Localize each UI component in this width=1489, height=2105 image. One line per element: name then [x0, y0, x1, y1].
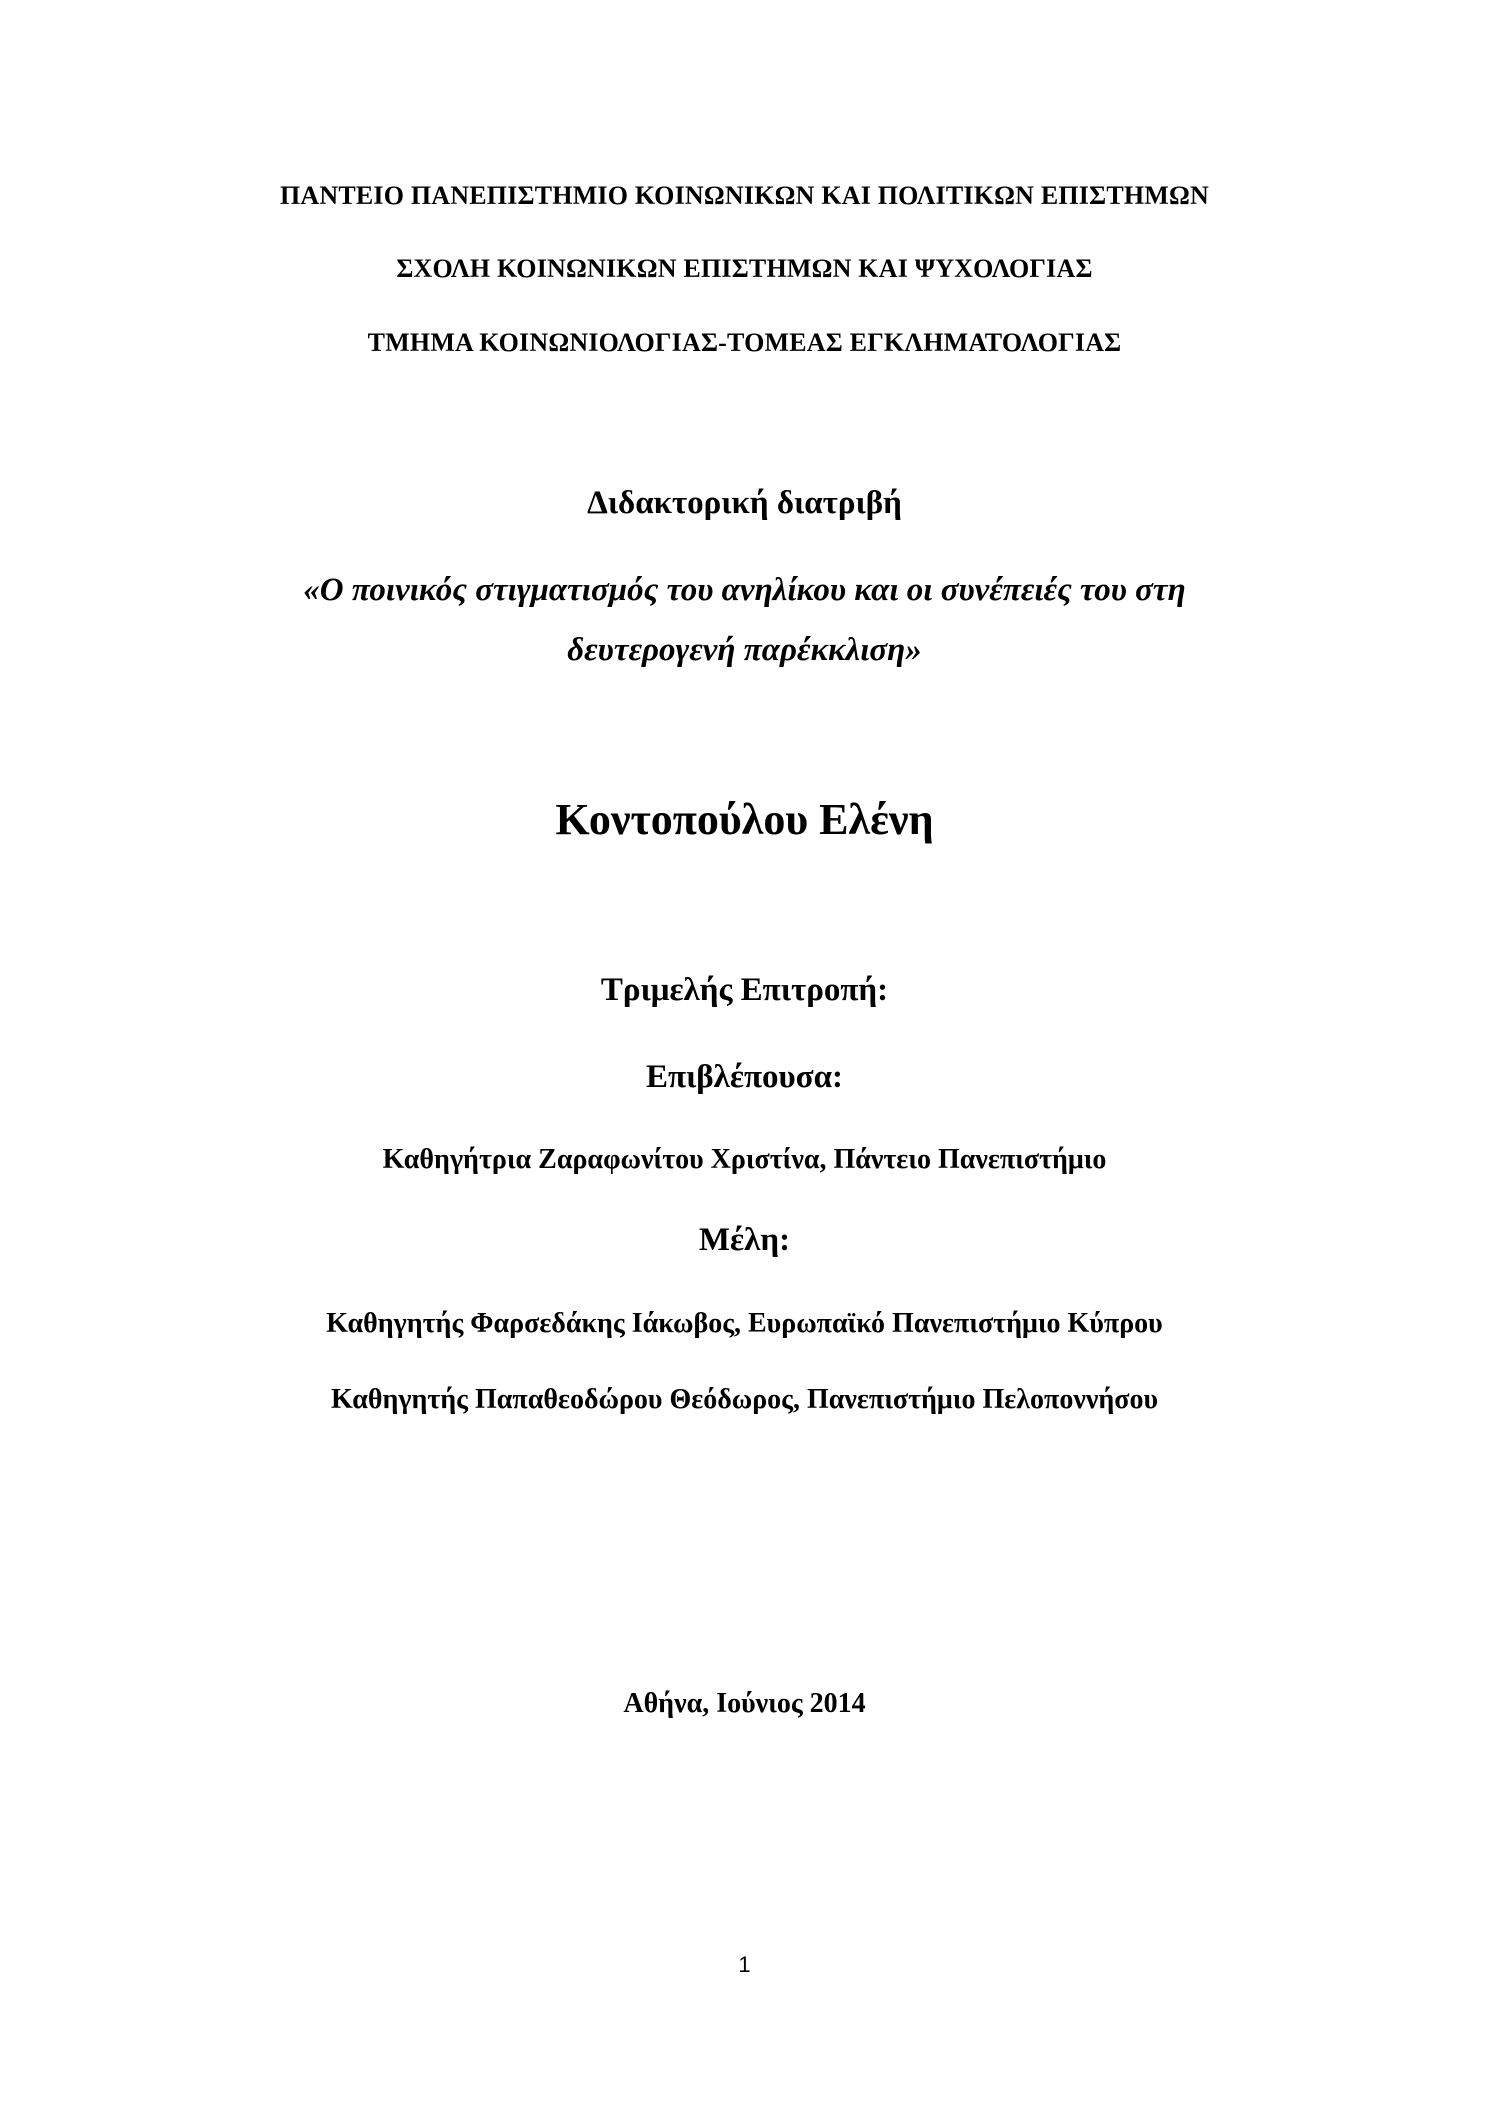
author-name: Κοντοπούλου Ελένη — [555, 795, 934, 844]
thesis-title-line-1: «Ο ποινικός στιγματισμός του ανηλίκου και οι συνέπειές του στη — [303, 572, 1186, 608]
school-name: ΣΧΟΛΗ ΚΟΙΝΩΝΙΚΩΝ ΕΠΙΣΤΗΜΩΝ ΚΑΙ ΨΥΧΟΛΟΓΙΑΣ — [396, 254, 1093, 283]
supervisor-heading: Επιβλέπουσα: — [645, 1059, 844, 1095]
department-name: ΤΜΗΜΑ ΚΟΙΝΩΝΙΟΛΟΓΙΑΣ-ΤΟΜΕΑΣ ΕΓΚΛΗΜΑΤΟΛΟΓΙΑΣ — [367, 328, 1122, 357]
place-date: Αθήνα, Ιούνιος 2014 — [623, 1688, 866, 1719]
members-heading: Μέλη: — [698, 1222, 791, 1258]
page-number: 1 — [738, 1952, 751, 1977]
committee-member-2: Καθηγητής Παπαθεοδώρου Θεόδωρος, Πανεπιστήμιο Πελοποννήσου — [330, 1384, 1159, 1415]
thesis-title-line-2: δευτερογενή παρέκκλιση» — [567, 632, 922, 668]
committee-member-1: Καθηγητής Φαρσεδάκης Ιάκωβος, Ευρωπαϊκό Πανεπιστήμιο Κύπρου — [326, 1308, 1163, 1339]
document-type: Διδακτορική διατριβή — [587, 485, 902, 521]
supervisor-name: Καθηγήτρια Ζαραφωνίτου Χριστίνα, Πάντειο Πανεπιστήμιο — [382, 1144, 1107, 1175]
committee-heading: Τριμελής Επιτροπή: — [600, 972, 889, 1008]
university-name: ΠΑΝΤΕΙΟ ΠΑΝΕΠΙΣΤΗΜΙΟ ΚΟΙΝΩΝΙΚΩΝ ΚΑΙ ΠΟΛΙΤΙΚΩΝ ΕΠΙΣΤΗΜΩΝ — [279, 181, 1210, 210]
